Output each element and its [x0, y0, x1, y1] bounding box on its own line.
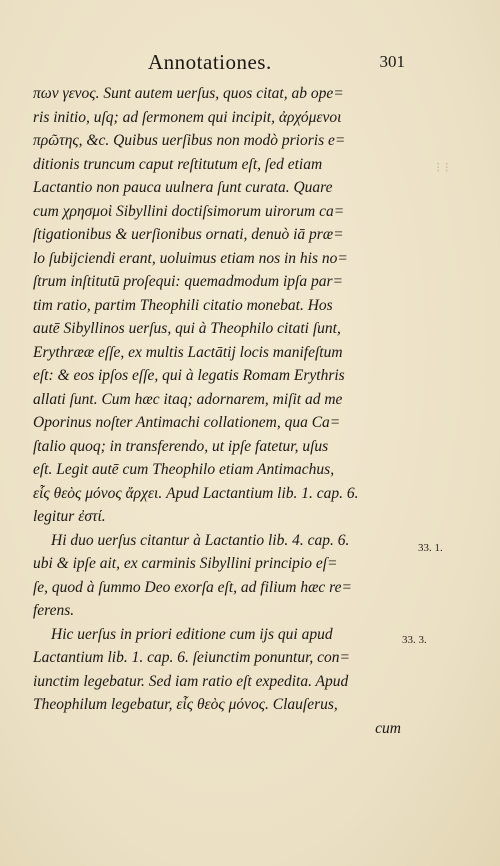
- running-head: Annotationes.: [148, 50, 272, 74]
- text-line: eſt. Legit autē cum Theophilo etiam Antimachus,: [33, 461, 335, 478]
- text-line: autē Sibyllinos uerſus, qui à Theophilo citati ſunt,: [33, 320, 341, 337]
- text-line: ſe, quod à ſummo Deo exorſa eſt, ad filium hæc re=: [33, 578, 352, 596]
- text-line: ubi & ipſe ait, ex carminis Sibyllini principio eſ=: [33, 555, 338, 572]
- text-line: iunctim legebatur. Sed iam ratio eſt expedita. Apud: [33, 672, 349, 690]
- text-line: ſtalio quoq; in transferendo, ut ipſe fatetur, uſus: [33, 437, 329, 455]
- text-line: eſt: & eos ipſos eſſe, qui à legatis Romam Erythris: [33, 367, 345, 384]
- text-line: ditionis truncum caput reſtitutum eſt, ſed etiam: [33, 155, 323, 173]
- text-line: Erythrææ eſſe, ex multis Lactātij locis manifeſtum: [33, 343, 343, 361]
- text-line: Theophilum legebatur, εἷς θεὸς μόνος. Clauſerus,: [33, 696, 338, 713]
- text-line: Lactantio non pauca uulnera ſunt curata. Quare: [33, 179, 333, 196]
- text-line: πων γενος. Sunt autem uerſus, quos citat, ab ope=: [33, 85, 344, 102]
- text-line: ſtrum inſtitutū proſequi: quemadmodum ipſa par=: [33, 273, 343, 290]
- text-line: allati ſunt. Cum hæc itaq; adornarem, miſit ad me: [33, 390, 343, 408]
- catchword: cum: [375, 719, 401, 737]
- text-line: ferens.: [33, 602, 75, 619]
- text-line: ſtigationibus & uerſionibus ornati, denuò iā præ=: [33, 226, 344, 243]
- text-line: tim ratio, partim Theophili citatio monebat. Hos: [33, 296, 333, 314]
- page-header: [40, 50, 405, 80]
- text-line: lo ſubijciendi erant, uoluimus etiam nos in his no=: [33, 249, 348, 267]
- text-line: cum χρησμοὶ Sibyllini doctiſsimorum uirorum ca=: [33, 202, 345, 220]
- page-number: 301: [379, 52, 405, 71]
- show-through-text: ⁝⁝: [436, 161, 453, 176]
- text-line: Hi duo uerſus citantur à Lactantio lib. 4. cap. 6.: [51, 531, 350, 549]
- margin-note: 33. 1.: [418, 542, 443, 554]
- text-line: Hic uerſus in priori editione cum ijs qui apud: [51, 625, 333, 643]
- text-line: εἷς θεὸς μόνος ἄρχει. Apud Lactantium lib. 1. cap. 6.: [33, 484, 359, 502]
- text-line: πρῶτης, &c. Quibus uerſibus non modò prioris e=: [33, 132, 346, 149]
- text-line: Lactantium lib. 1. cap. 6. ſeiunctim ponuntur, con=: [33, 649, 350, 666]
- annotation-text: [33, 82, 401, 740]
- text-line: ris initio, uſq; ad ſermonem qui incipit, ἀρχόμενοι: [33, 108, 342, 126]
- margin-note: 33. 3.: [402, 634, 427, 646]
- text-line: Oporinus noſter Antimachi collationem, qua Ca=: [33, 414, 341, 431]
- text-line: legitur ἐστί.: [33, 508, 106, 525]
